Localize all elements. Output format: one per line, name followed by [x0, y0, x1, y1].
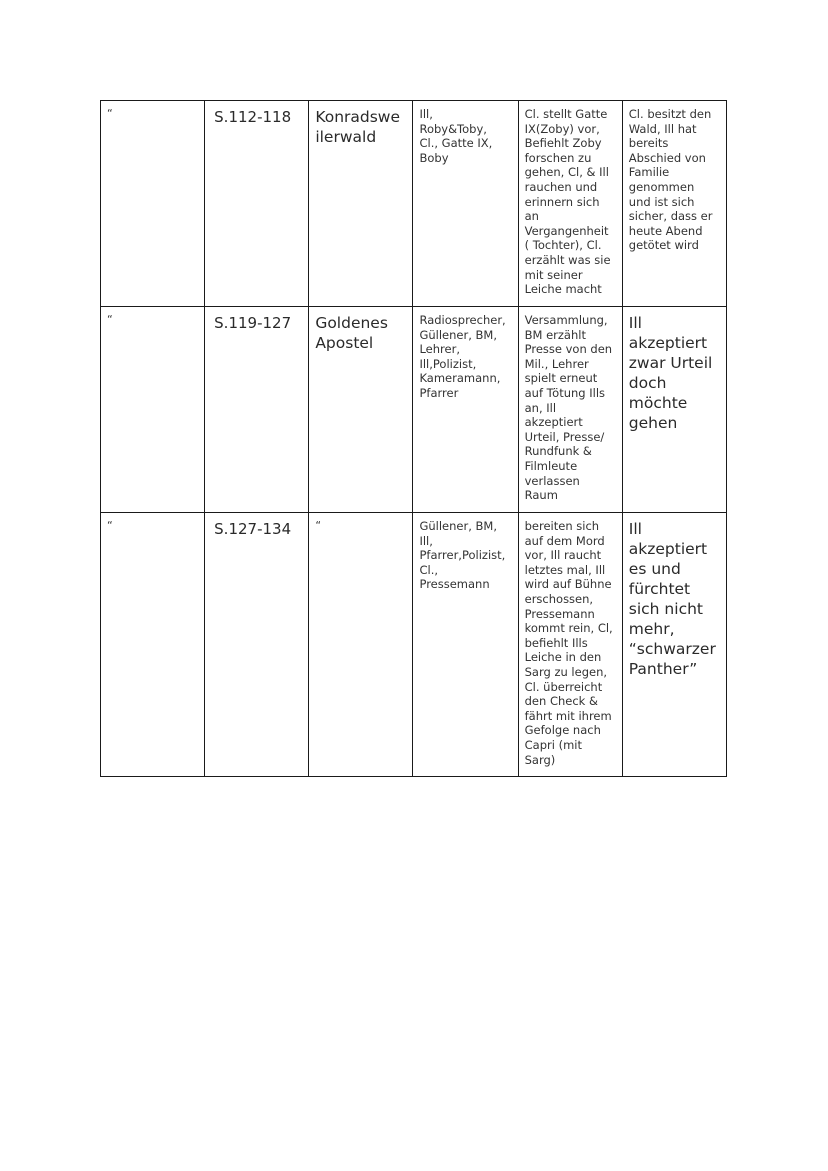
table-cell [622, 513, 726, 777]
table-cell [518, 307, 622, 513]
table-cell [205, 513, 309, 777]
content: Versammlung, BM erzählt Presse von den Mil., Lehrer spielt erneut auf Tötung Ills an, Ill akzeptiert Urteil, Presse/ Rundfunk & Filmleute verlassen Raum [524, 313, 613, 503]
table-cell [622, 307, 726, 513]
table-cell [309, 101, 413, 307]
table-cell [309, 513, 413, 777]
characters: Radiosprecher, Güllener, BM, Lehrer, Ill,Polizist, Kameramann, Pfarrer [419, 313, 506, 400]
table-row [101, 101, 727, 307]
table-cell [101, 101, 205, 307]
ditto-mark: “ [107, 313, 113, 326]
ill-status: Cl. besitzt den Wald, Ill hat bereits Abschied von Familie genommen und ist sich sicher, dass er heute Abend getötet wird [628, 107, 713, 253]
location: Konradswe ilerwald [315, 108, 401, 146]
scene-table [100, 100, 727, 777]
table-cell [622, 101, 726, 307]
location: Goldenes Apostel [315, 314, 388, 352]
table-cell [413, 101, 518, 307]
characters: Güllener, BM, Ill, Pfarrer,Polizist, Cl., Pressemann [419, 519, 506, 592]
characters: Ill, Roby&Toby, Cl., Gatte IX, Boby [419, 107, 493, 165]
ill-status: Ill akzeptiert es und fürchtet sich nicht mehr, “schwarzer Panther” [628, 520, 716, 678]
table-cell [518, 513, 622, 777]
table-row [101, 307, 727, 513]
table-cell [413, 513, 518, 777]
table-cell [101, 513, 205, 777]
table-cell [205, 307, 309, 513]
table-cell [205, 101, 309, 307]
content: bereiten sich auf dem Mord vor, Ill raucht letztes mal, Ill wird auf Bühne erschossen, Pressemann kommt rein, Cl, befiehlt Ills Leiche in den Sarg zu legen, Cl. überreicht den Check & fährt mit ihrem Gefolge nach Capri (mit Sarg) [524, 519, 613, 767]
table-row [101, 513, 727, 777]
ditto-mark: “ [107, 519, 113, 532]
table-cell [101, 307, 205, 513]
content: Cl. stellt Gatte IX(Zoby) vor, Befiehlt Zoby forschen zu gehen, Cl, & Ill rauchen und erinnern sich an Vergangenheit ( Tochter), Cl. erzählt was sie mit seiner Leiche macht [524, 107, 611, 297]
location: “ [315, 519, 322, 532]
ill-status: Ill akzeptiert zwar Urteil doch möchte gehen [628, 314, 713, 432]
table-cell [413, 307, 518, 513]
page-range: S.112-118 [214, 108, 292, 126]
table-cell [518, 101, 622, 307]
page-range: S.119-127 [214, 314, 292, 332]
ditto-mark: “ [107, 107, 113, 120]
page-range: S.127-134 [214, 520, 292, 538]
table-cell [309, 307, 413, 513]
